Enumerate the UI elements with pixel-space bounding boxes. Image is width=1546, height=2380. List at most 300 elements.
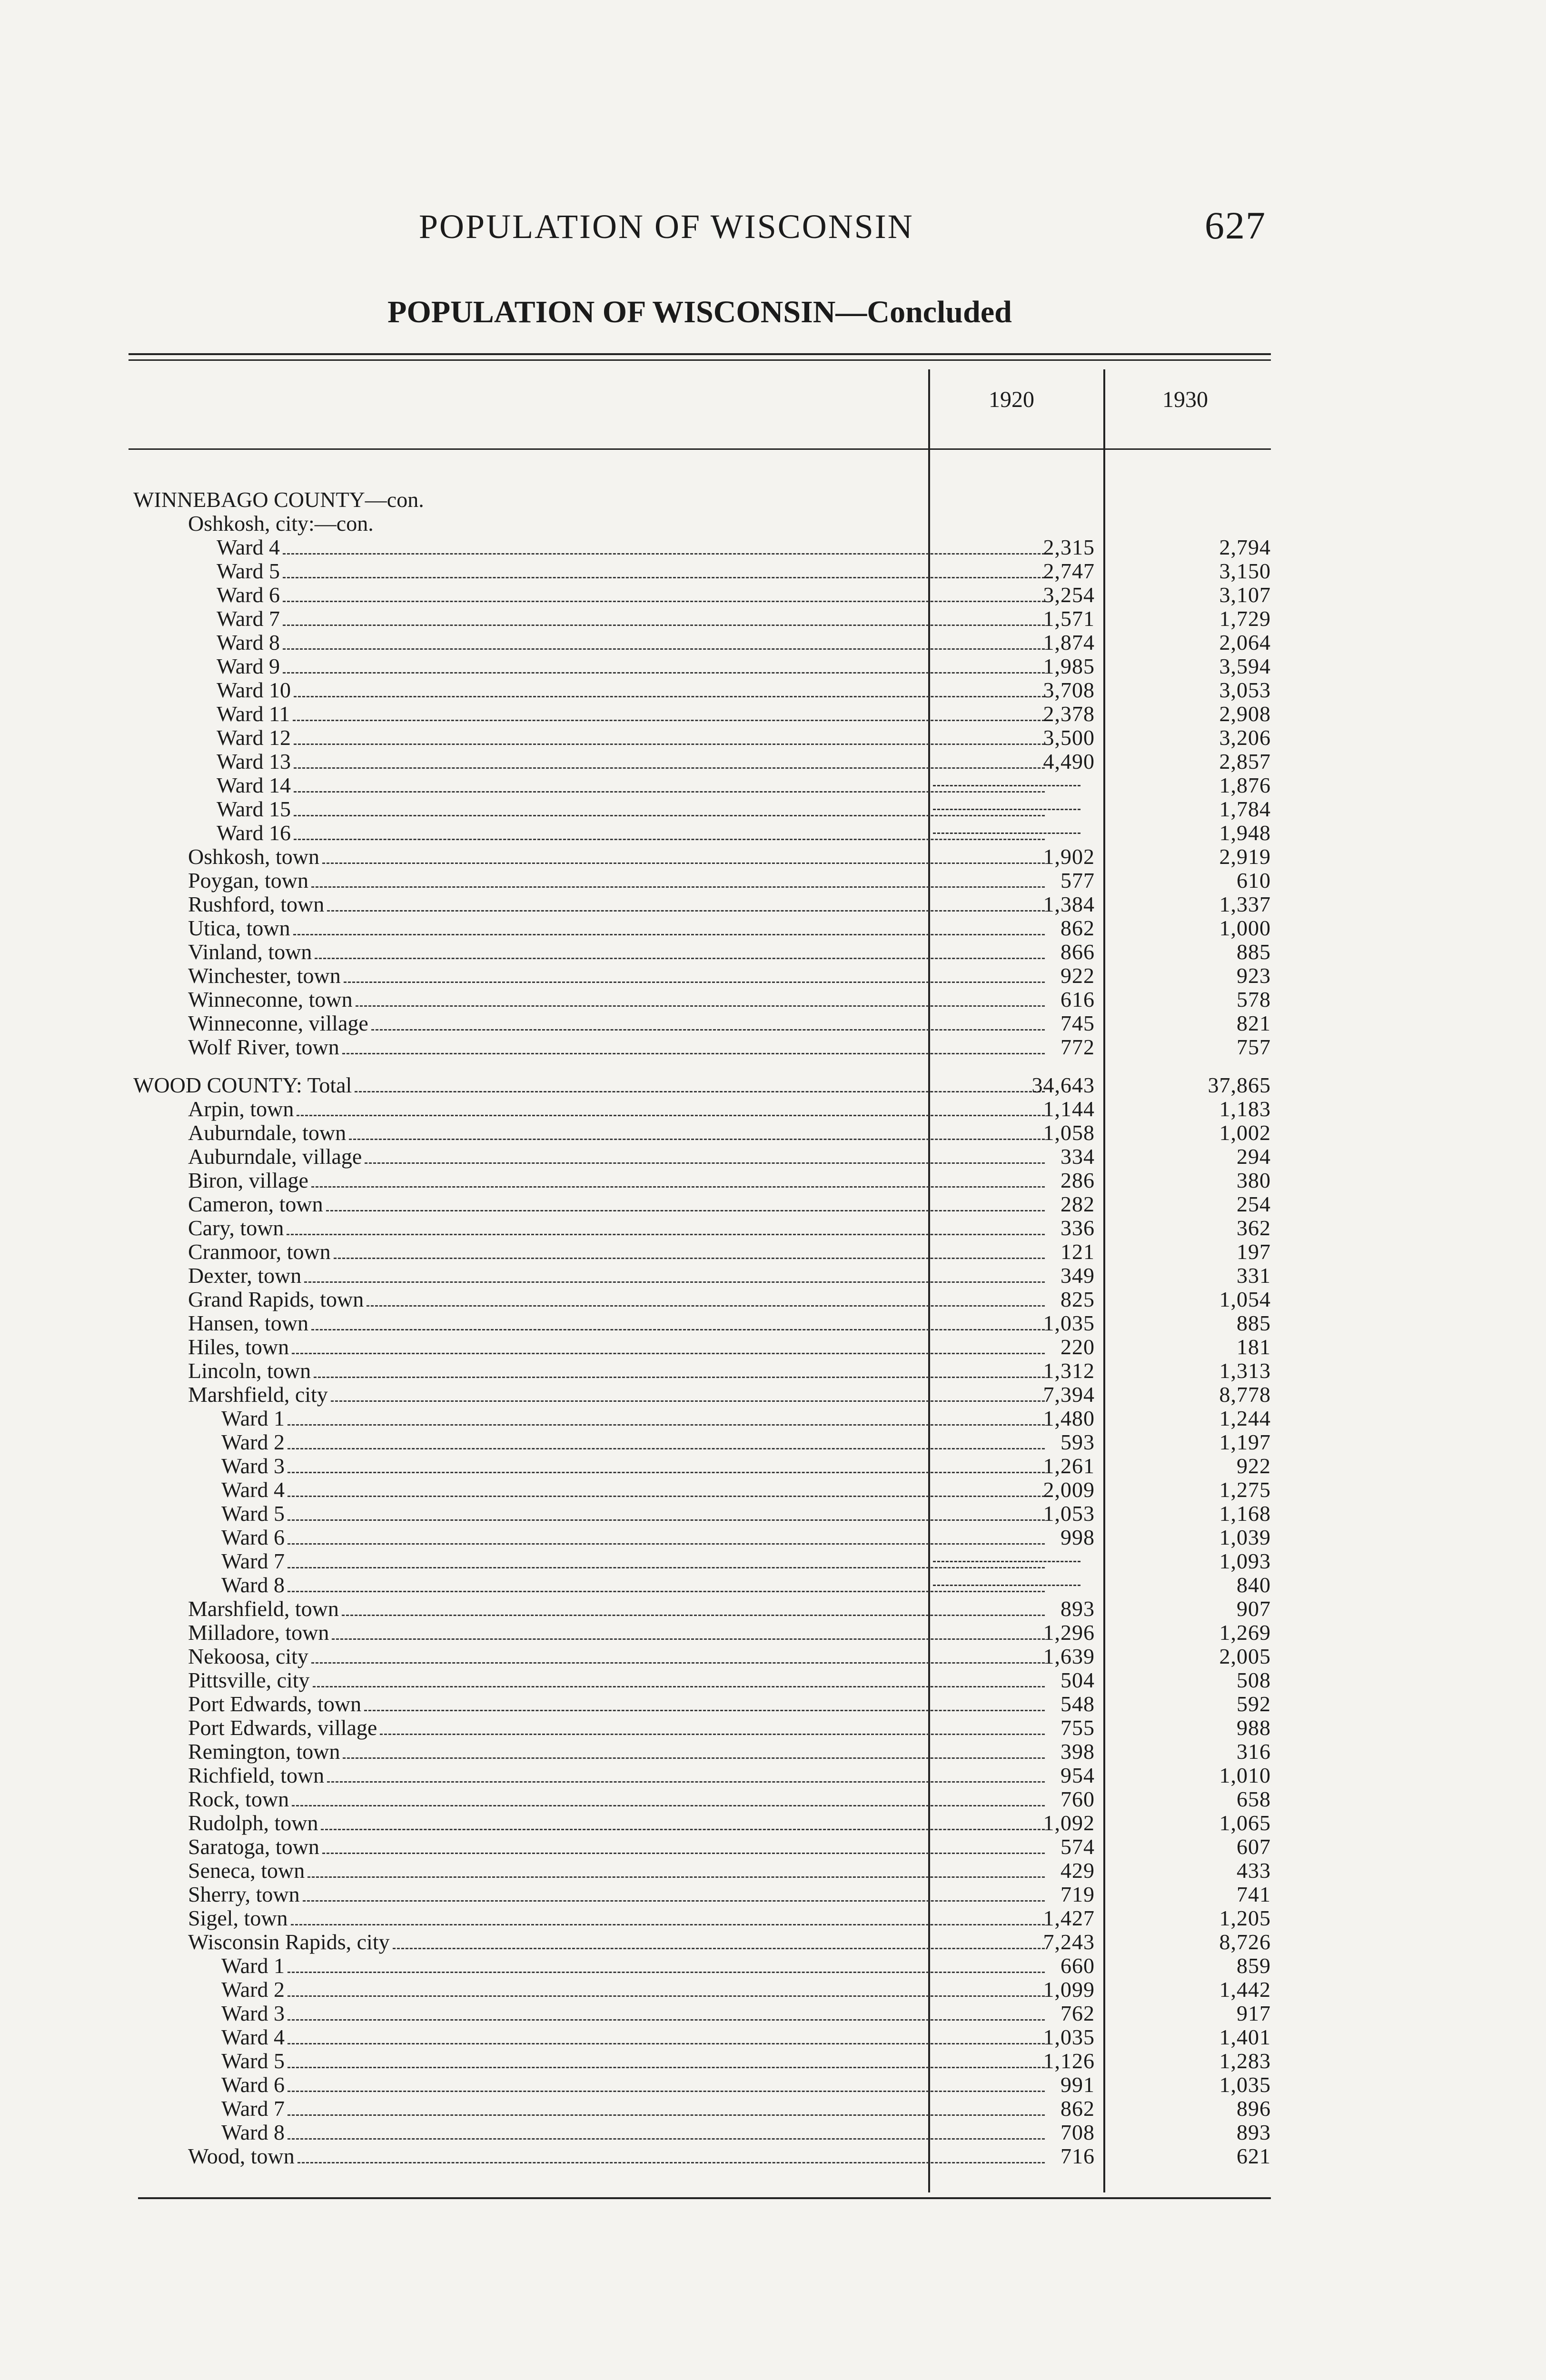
row-label [188,1621,1045,1645]
table-row [133,1502,1271,1526]
row-label [188,1169,1045,1192]
value-1920: 1,035 [1043,1311,1095,1335]
dot-leader [291,1924,1045,1925]
dot-leader [287,1424,1045,1426]
header-rule [129,448,1271,450]
dot-leader [364,1710,1045,1711]
table-row [133,2073,1271,2097]
table-row [133,1359,1271,1383]
value-1920: 286 [1060,1168,1095,1192]
row-label-text: Port Edwards, town [188,1692,362,1716]
row-label-text: Ward 4 [217,536,280,559]
row-label-text: Marshfield, town [188,1597,339,1621]
row-label-text: Ward 9 [217,654,280,678]
value-1930: 3,150 [1219,559,1271,583]
value-1930: 1,039 [1219,1525,1271,1549]
value-1930: 896 [1237,2096,1271,2121]
row-label-text: Ward 6 [221,1526,285,1549]
row-label-text: Ward 15 [217,797,291,821]
value-1930: 2,794 [1219,535,1271,559]
dot-leader [393,1948,1045,1949]
value-1920: 755 [1060,1716,1095,1740]
row-label-text: Seneca, town [188,1859,305,1883]
value-1920: 708 [1060,2120,1095,2144]
table-row [133,1740,1271,1764]
value-1930: 592 [1237,1692,1271,1716]
row-label-text: Sigel, town [188,1906,288,1930]
row-label-text: WINNEBAGO COUNTY—con. [133,488,424,512]
table-row [133,1035,1271,1059]
table-row [133,536,1271,559]
row-label [188,1906,1045,1930]
dot-leader [283,577,1045,578]
row-label-text: Poygan, town [188,869,308,892]
row-label [217,631,1045,654]
row-label [221,1954,1045,1978]
value-1930: 1,093 [1219,1549,1271,1573]
value-1930: 1,244 [1219,1406,1271,1430]
row-label-text: Utica, town [188,916,290,940]
table-row [133,1954,1271,1978]
table-row [133,1859,1271,1883]
row-label-text: Ward 6 [221,2073,285,2097]
dot-leader [287,1519,1045,1521]
empty-cell-dash [933,1561,1080,1562]
value-1930: 1,313 [1219,1359,1271,1383]
table-row [133,1716,1271,1740]
value-1930: 610 [1237,868,1271,892]
dot-leader [332,1638,1045,1640]
table-row [133,559,1271,583]
value-1920: 862 [1060,2096,1095,2121]
row-label-text: Ward 7 [217,607,280,631]
value-1930: 316 [1237,1739,1271,1764]
row-label [217,536,1045,559]
dot-leader [304,1281,1045,1283]
row-label-text: Ward 8 [221,2121,285,2144]
dot-leader [287,1496,1045,1497]
dot-leader [287,2091,1045,2092]
row-label-text: Wisconsin Rapids, city [188,1930,390,1954]
value-1920: 121 [1060,1240,1095,1264]
value-1920: 1,261 [1043,1454,1095,1478]
dot-leader [287,1448,1045,1449]
table-row [133,2049,1271,2073]
row-label-text: Ward 7 [221,1549,285,1573]
row-label [221,1573,1045,1597]
value-1920: 1,427 [1043,1906,1095,1930]
value-1930: 2,919 [1219,844,1271,869]
dot-leader [292,1353,1045,1354]
column-header-1920: 1920 [989,387,1034,412]
dot-leader [349,1139,1045,1140]
dot-leader [287,1591,1045,1592]
table-row [133,583,1271,607]
value-1920: 282 [1060,1192,1095,1216]
value-1930: 859 [1237,1954,1271,1978]
dot-leader [294,791,1045,793]
value-1930: 1,275 [1219,1478,1271,1502]
value-1930: 294 [1237,1144,1271,1169]
value-1930: 1,054 [1219,1287,1271,1311]
table-row [133,988,1271,1012]
row-label [221,2121,1045,2144]
table-row [133,1145,1271,1169]
row-label-text: Ward 12 [217,726,291,750]
dot-leader [311,886,1045,888]
row-label [188,1359,1045,1383]
row-label [188,1145,1045,1169]
row-label-text: Ward 3 [221,2002,285,2025]
value-1920: 1,053 [1043,1501,1095,1526]
dot-leader [326,1210,1045,1211]
table-row [133,702,1271,726]
row-label-text: Nekoosa, city [188,1645,308,1668]
row-label-text: Marshfield, city [188,1383,328,1407]
table-row [133,1454,1271,1478]
value-1930: 1,197 [1219,1430,1271,1454]
row-label [221,1407,1045,1430]
row-label-text: Biron, village [188,1169,308,1192]
value-1920: 1,384 [1043,892,1095,916]
dot-leader [297,1115,1045,1116]
dot-leader [283,601,1045,602]
dot-leader [287,1972,1045,1973]
row-label [188,1692,1045,1716]
table-row [133,1930,1271,1954]
row-label-text: Dexter, town [188,1264,302,1288]
value-1930: 2,005 [1219,1644,1271,1668]
table-row [133,1526,1271,1549]
table-row [133,1573,1271,1597]
table-row [133,1383,1271,1407]
row-label-text: Hansen, town [188,1311,308,1335]
row-label [188,1335,1045,1359]
table-row [133,1121,1271,1145]
table-row [133,654,1271,678]
row-label-text: Richfield, town [188,1764,325,1787]
row-label [217,726,1045,750]
row-label [188,1264,1045,1288]
value-1930: 1,283 [1219,2049,1271,2073]
value-1920: 1,571 [1043,606,1095,631]
row-label [188,1012,1045,1035]
value-1930: 621 [1237,2144,1271,2168]
value-1920: 2,009 [1043,1478,1095,1502]
table-row [133,1764,1271,1787]
page-number: 627 [1205,204,1266,247]
value-1920: 429 [1060,1858,1095,1883]
dot-leader [321,1829,1045,1830]
dot-leader [314,1377,1045,1378]
row-label-text: Ward 1 [221,1954,285,1978]
row-label-text: Ward 3 [221,1454,285,1478]
value-1920: 866 [1060,940,1095,964]
table-row [133,631,1271,654]
value-1930: 821 [1237,1011,1271,1035]
value-1930: 2,857 [1219,749,1271,774]
dot-leader [287,2019,1045,2021]
value-1930: 1,876 [1219,773,1271,797]
row-label-text: Sherry, town [188,1883,300,1906]
table-row [133,964,1271,988]
row-label [188,1764,1045,1787]
row-label [188,1192,1045,1216]
value-1930: 2,908 [1219,702,1271,726]
table-row [133,821,1271,845]
row-label-text: Cranmoor, town [188,1240,331,1264]
row-label-text: Milladore, town [188,1621,329,1645]
value-1920: 574 [1060,1835,1095,1859]
row-label-text: Rock, town [188,1787,289,1811]
table-row [133,1549,1271,1573]
table-row [133,2025,1271,2049]
row-label [188,1645,1045,1668]
value-1930: 741 [1237,1882,1271,1906]
value-1920: 762 [1060,2001,1095,2025]
value-1930: 3,206 [1219,725,1271,750]
row-label [188,1835,1045,1859]
table-row [133,1264,1271,1288]
table-row [133,1787,1271,1811]
table-row [133,1335,1271,1359]
value-1930: 331 [1237,1263,1271,1288]
value-1920: 4,490 [1043,749,1095,774]
value-1920: 3,254 [1043,583,1095,607]
value-1920: 760 [1060,1787,1095,1811]
row-label-text: Ward 1 [221,1407,285,1430]
dot-leader [283,648,1045,650]
value-1930: 3,053 [1219,678,1271,702]
row-label [188,1311,1045,1335]
row-label [188,845,1045,869]
row-label [221,2002,1045,2025]
table-row [133,774,1271,797]
row-label [188,1288,1045,1311]
dot-leader [380,1734,1045,1735]
running-title: POPULATION OF WISCONSIN [419,208,914,246]
value-1920: 745 [1060,1011,1095,1035]
row-label [188,1883,1045,1906]
dot-leader [287,2138,1045,2140]
value-1930: 8,726 [1219,1930,1271,1954]
table-section-heading [133,488,1271,512]
row-label-text: Wolf River, town [188,1035,339,1059]
table-row [133,2097,1271,2121]
dot-leader [331,1400,1045,1402]
row-label-text: Winchester, town [188,964,341,988]
row-label-text: Ward 8 [217,631,280,654]
row-label [221,1502,1045,1526]
table-row [133,1073,1271,1097]
row-label [188,940,1045,964]
value-1930: 1,035 [1219,2073,1271,2097]
value-1920: 504 [1060,1668,1095,1692]
table-row [133,1978,1271,2002]
table-row [133,845,1271,869]
value-1930: 1,205 [1219,1906,1271,1930]
dot-leader [287,1543,1045,1545]
value-1930: 1,183 [1219,1097,1271,1121]
row-label [217,583,1045,607]
value-1930: 840 [1237,1573,1271,1597]
value-1920: 577 [1060,868,1095,892]
table-row [133,607,1271,631]
row-label-text: Ward 5 [221,1502,285,1526]
dot-leader [293,720,1045,721]
row-label [221,1978,1045,2002]
table-row [133,797,1271,821]
value-1920: 220 [1060,1335,1095,1359]
value-1930: 433 [1237,1858,1271,1883]
value-1930: 885 [1237,940,1271,964]
value-1920: 7,394 [1043,1382,1095,1407]
row-label-text: Ward 4 [221,1478,285,1502]
value-1920: 1,312 [1043,1359,1095,1383]
value-1920: 922 [1060,963,1095,988]
empty-cell-dash [933,809,1080,810]
value-1920: 825 [1060,1287,1095,1311]
row-label [188,1097,1045,1121]
row-label [221,2025,1045,2049]
dot-leader [287,1995,1045,1997]
row-label [217,750,1045,774]
dot-leader [287,1234,1045,1235]
table-row [133,1668,1271,1692]
value-1930: 37,865 [1208,1073,1271,1097]
table-row [133,1906,1271,1930]
table-row [133,892,1271,916]
table-row [133,1883,1271,1906]
dot-leader [356,1005,1045,1007]
dot-leader [367,1305,1045,1307]
value-1930: 1,729 [1219,606,1271,631]
value-1920: 398 [1060,1739,1095,1764]
row-label [188,1740,1045,1764]
value-1930: 1,948 [1219,821,1271,845]
row-label-text: Cameron, town [188,1192,323,1216]
row-label [188,988,1045,1012]
row-label [188,1930,1045,1954]
value-1930: 658 [1237,1787,1271,1811]
row-label [188,892,1045,916]
table-top-rule [129,353,1271,361]
row-label [221,1549,1045,1573]
dot-leader [342,1615,1045,1616]
dot-leader [292,1805,1045,1806]
dot-leader [294,696,1045,697]
table-row [133,1407,1271,1430]
dot-leader [355,1091,1045,1092]
row-label [221,2049,1045,2073]
row-label [217,821,1045,845]
value-1920: 1,985 [1043,654,1095,678]
row-label [188,916,1045,940]
row-label [217,797,1045,821]
value-1930: 757 [1237,1035,1271,1059]
value-1920: 336 [1060,1216,1095,1240]
dot-leader [294,815,1045,816]
dot-leader [343,1757,1045,1759]
row-label-text: Wood, town [188,2144,295,2168]
row-label [188,1216,1045,1240]
row-label [133,488,1045,512]
dot-leader [287,1567,1045,1568]
table-row [133,869,1271,892]
dot-leader [311,1662,1045,1664]
row-label [221,2073,1045,2097]
table-row [133,2002,1271,2025]
row-label [217,774,1045,797]
value-1920: 719 [1060,1882,1095,1906]
dot-leader [344,982,1045,983]
table-row [133,1811,1271,1835]
table-row [133,1430,1271,1454]
row-label [217,678,1045,702]
row-label [188,1035,1045,1059]
row-label [221,1478,1045,1502]
dot-leader [294,744,1045,745]
value-1930: 1,000 [1219,916,1271,940]
value-1920: 1,480 [1043,1406,1095,1430]
dot-leader [293,934,1045,935]
value-1920: 1,874 [1043,630,1095,654]
value-1930: 1,269 [1219,1620,1271,1645]
row-label-text: Vinland, town [188,940,312,964]
value-1930: 1,784 [1219,797,1271,821]
value-1920: 954 [1060,1763,1095,1787]
row-label [133,1073,1045,1097]
value-1920: 3,708 [1043,678,1095,702]
row-label-text: Winneconne, village [188,1012,368,1035]
dot-leader [327,1781,1045,1783]
value-1920: 1,092 [1043,1811,1095,1835]
row-label-text: Oshkosh, town [188,845,320,869]
value-1930: 362 [1237,1216,1271,1240]
dot-leader [371,1029,1045,1031]
dot-leader [287,2067,1045,2068]
value-1930: 1,002 [1219,1121,1271,1145]
value-1930: 1,168 [1219,1501,1271,1526]
value-1930: 893 [1237,2120,1271,2144]
row-label [221,1526,1045,1549]
value-1920: 1,126 [1043,2049,1095,2073]
value-1920: 593 [1060,1430,1095,1454]
value-1930: 197 [1237,1240,1271,1264]
value-1930: 923 [1237,963,1271,988]
value-1930: 607 [1237,1835,1271,1859]
dot-leader [334,1258,1045,1259]
row-label-text: Ward 6 [217,583,280,607]
value-1920: 2,747 [1043,559,1095,583]
value-1920: 34,643 [1031,1073,1095,1097]
table-row [133,726,1271,750]
value-1930: 1,442 [1219,1977,1271,2002]
row-label-text: Ward 2 [221,1430,285,1454]
table-row [133,2121,1271,2144]
row-label-text: WOOD COUNTY: Total [133,1073,352,1097]
value-1930: 8,778 [1219,1382,1271,1407]
page-header [133,198,1266,259]
empty-cell-dash [933,785,1080,786]
value-1920: 998 [1060,1525,1095,1549]
row-label-text: Arpin, town [188,1097,294,1121]
dot-leader [315,958,1045,959]
table-row [133,678,1271,702]
row-label [217,702,1045,726]
table-row [133,1216,1271,1240]
dot-leader [307,1876,1045,1878]
